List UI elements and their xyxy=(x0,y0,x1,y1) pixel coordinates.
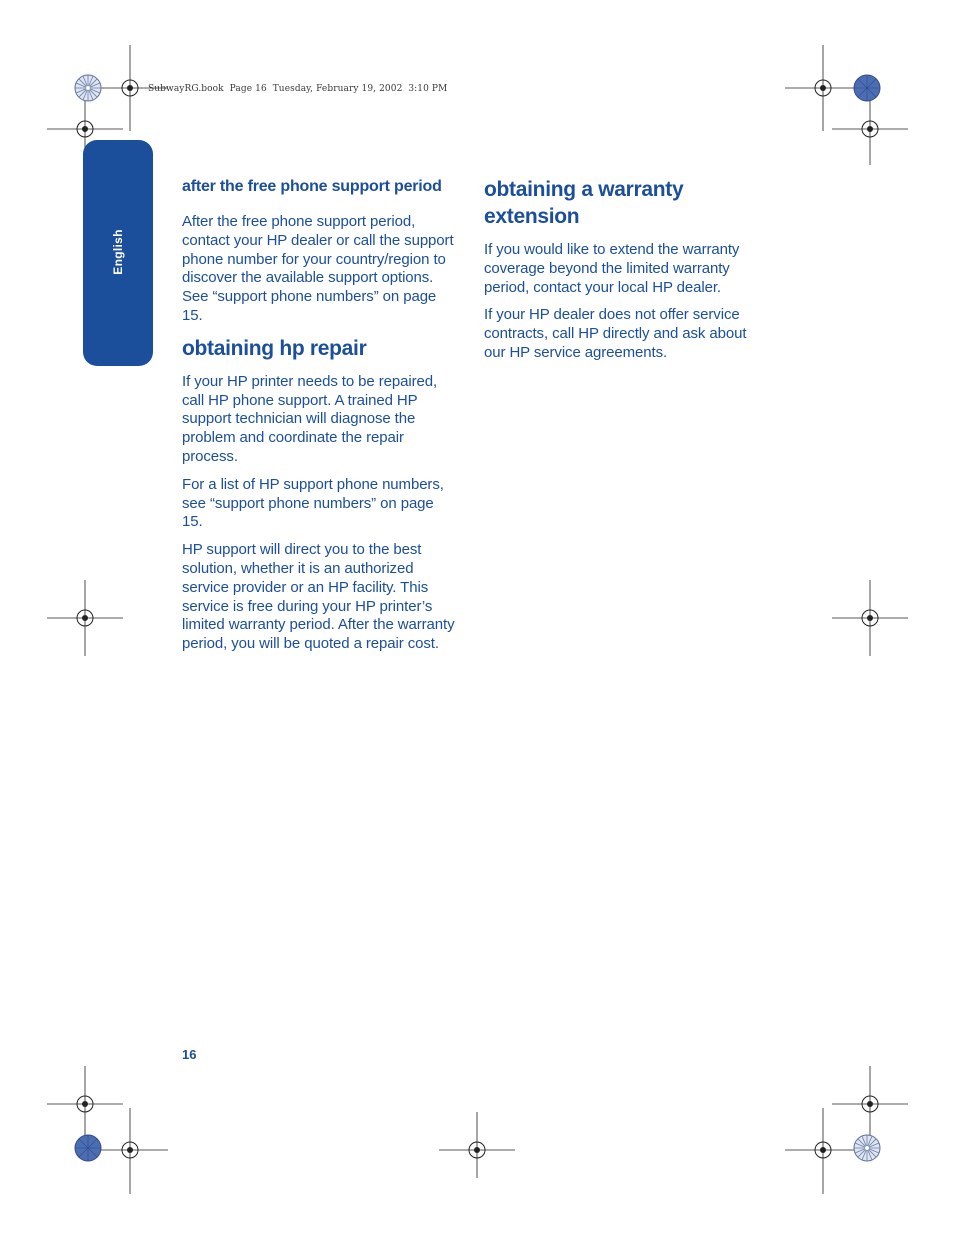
color-target-icon xyxy=(74,74,102,102)
body-paragraph: For a list of HP support phone numbers, see “support phone numbers” on page 15. xyxy=(182,475,444,531)
section-title-warranty-extension: obtaining a warranty extension xyxy=(484,178,684,228)
registration-target-icon xyxy=(832,580,908,656)
section-title-repair: obtaining hp repair xyxy=(182,336,367,360)
registration-target-icon xyxy=(47,580,123,656)
page-number: 16 xyxy=(182,1047,197,1062)
body-paragraph: After the free phone support period, contact your HP dealer or call the support phone number for your country/region to discover the available support options. See “support phone numbers” on page 15. xyxy=(182,213,454,324)
body-paragraph: If you would like to extend the warranty coverage beyond the limited warranty period, contact your local HP dealer. xyxy=(484,241,740,296)
subhead-after-free-support: after the free phone support period xyxy=(182,178,442,195)
color-target-icon xyxy=(853,74,881,102)
left-column xyxy=(182,176,457,663)
right-column xyxy=(484,176,764,372)
print-slug: SubwayRG.book Page 16 Tuesday, February 19, 2002 3:10 PM xyxy=(148,84,448,94)
language-tab xyxy=(83,140,153,366)
color-target-icon xyxy=(853,1134,881,1162)
registration-target-icon xyxy=(785,1108,861,1194)
registration-target-icon xyxy=(92,1108,168,1194)
color-target-icon xyxy=(74,1134,102,1162)
body-paragraph: If your HP dealer does not offer service contracts, call HP directly and ask about our HP service agreements. xyxy=(484,306,747,361)
registration-target-icon xyxy=(832,95,908,165)
body-paragraph: If your HP printer needs to be repaired, call HP phone support. A trained HP support technician will diagnose the problem and coordinate the repair process. xyxy=(182,372,438,465)
registration-target-icon xyxy=(439,1112,515,1178)
language-tab-label: English xyxy=(111,229,125,275)
body-paragraph: HP support will direct you to the best solution, whether it is an authorized service provider or an HP facility. This service is free during your HP printer’s limited warranty period. After the warranty period, you will be quoted a repair cost. xyxy=(182,541,455,653)
